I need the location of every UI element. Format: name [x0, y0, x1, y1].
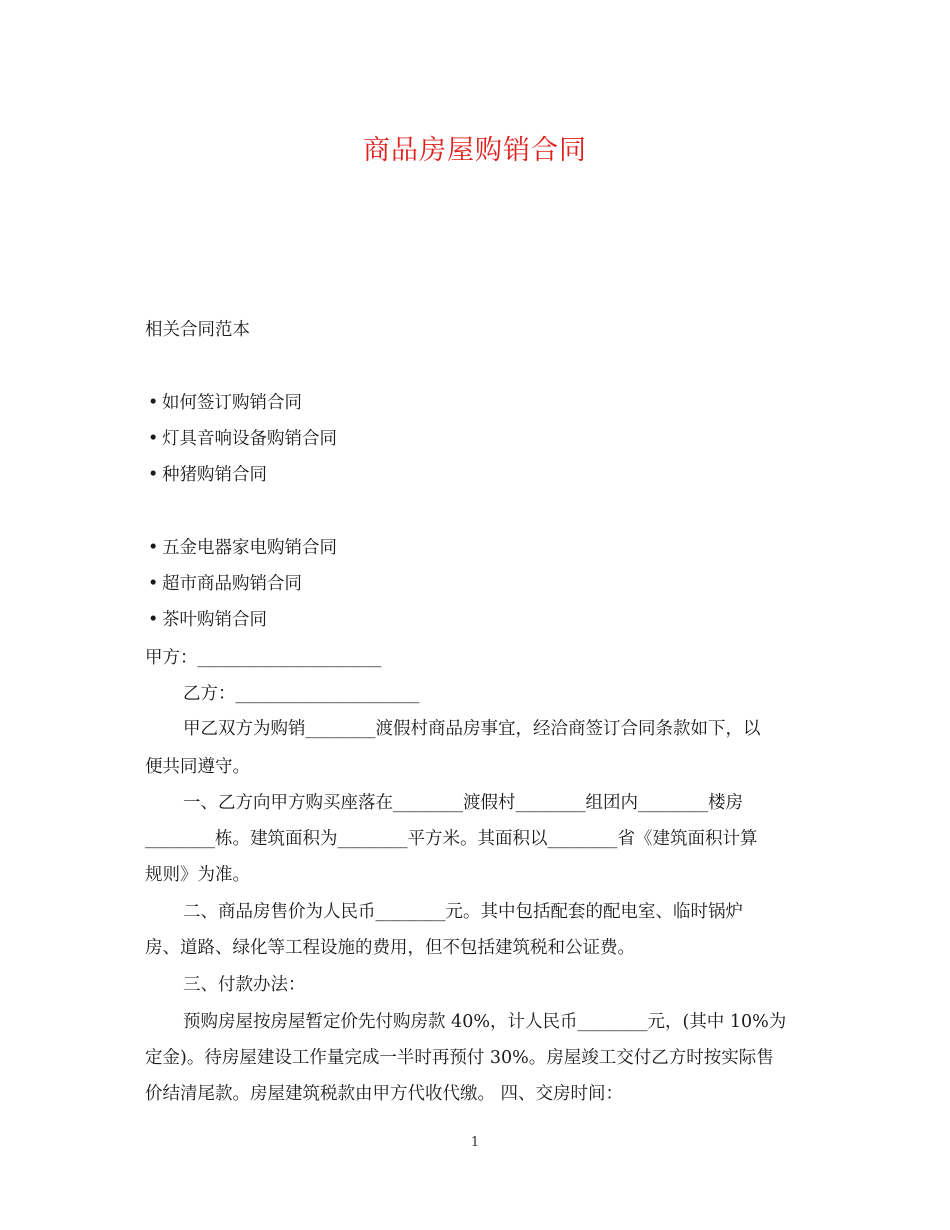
party-a-line: 甲方：_____________________ — [145, 648, 382, 668]
bullet-icon: • — [148, 574, 159, 594]
body-line: 二、商品房售价为人民币________元。其中包括配套的配电室、临时锅炉 — [183, 902, 743, 922]
related-link-label[interactable]: 五金电器家电购销合同 — [162, 538, 337, 558]
related-link[interactable] — [148, 608, 267, 632]
related-link-label[interactable]: 种猪购销合同 — [162, 465, 267, 485]
bullet-icon: • — [148, 465, 159, 485]
body-line: 预购房屋按房屋暂定价先付购房款 40%，计人民币________元，(其中 10%为 — [183, 1012, 787, 1032]
related-link-label[interactable]: 茶叶购销合同 — [162, 610, 267, 630]
document-title: 商品房屋购销合同 — [363, 135, 587, 166]
body-line: 甲乙双方为购销________渡假村商品房事宜，经洽商签订合同条款如下，以 — [183, 719, 761, 739]
related-link[interactable] — [148, 536, 337, 560]
page-number: 1 — [470, 1135, 480, 1150]
related-heading: 相关合同范本 — [145, 320, 250, 340]
bullet-icon: • — [148, 538, 159, 558]
bullet-icon: • — [148, 429, 159, 449]
body-line: 三、付款办法： — [183, 975, 306, 995]
body-line: 房、道路、绿化等工程设施的费用，但不包括建筑税和公证费。 — [145, 938, 635, 958]
related-link-label[interactable]: 灯具音响设备购销合同 — [162, 429, 337, 449]
related-link[interactable] — [148, 427, 337, 451]
body-line: 便共同遵守。 — [145, 757, 250, 777]
body-line: 规则》为准。 — [145, 865, 250, 885]
bullet-icon: • — [148, 610, 159, 630]
party-b-line: 乙方：_____________________ — [183, 684, 420, 704]
related-link[interactable] — [148, 391, 302, 415]
bullet-icon: • — [148, 393, 159, 413]
related-link[interactable] — [148, 463, 267, 487]
related-link-label[interactable]: 超市商品购销合同 — [162, 574, 302, 594]
body-line: 一、乙方向甲方购买座落在________渡假村________组团内________楼房 — [183, 793, 743, 813]
related-link-label[interactable]: 如何签订购销合同 — [162, 393, 302, 413]
body-line: ________栋。建筑面积为________平方米。其面积以________省《建筑面积计算 — [145, 829, 758, 849]
body-line: 定金)。待房屋建设工作量完成一半时再预付 30%。房屋竣工交付乙方时按实际售 — [145, 1048, 774, 1068]
body-line: 价结清尾款。房屋建筑税款由甲方代收代缴。 四、交房时间： — [145, 1084, 624, 1104]
related-link[interactable] — [148, 572, 302, 596]
